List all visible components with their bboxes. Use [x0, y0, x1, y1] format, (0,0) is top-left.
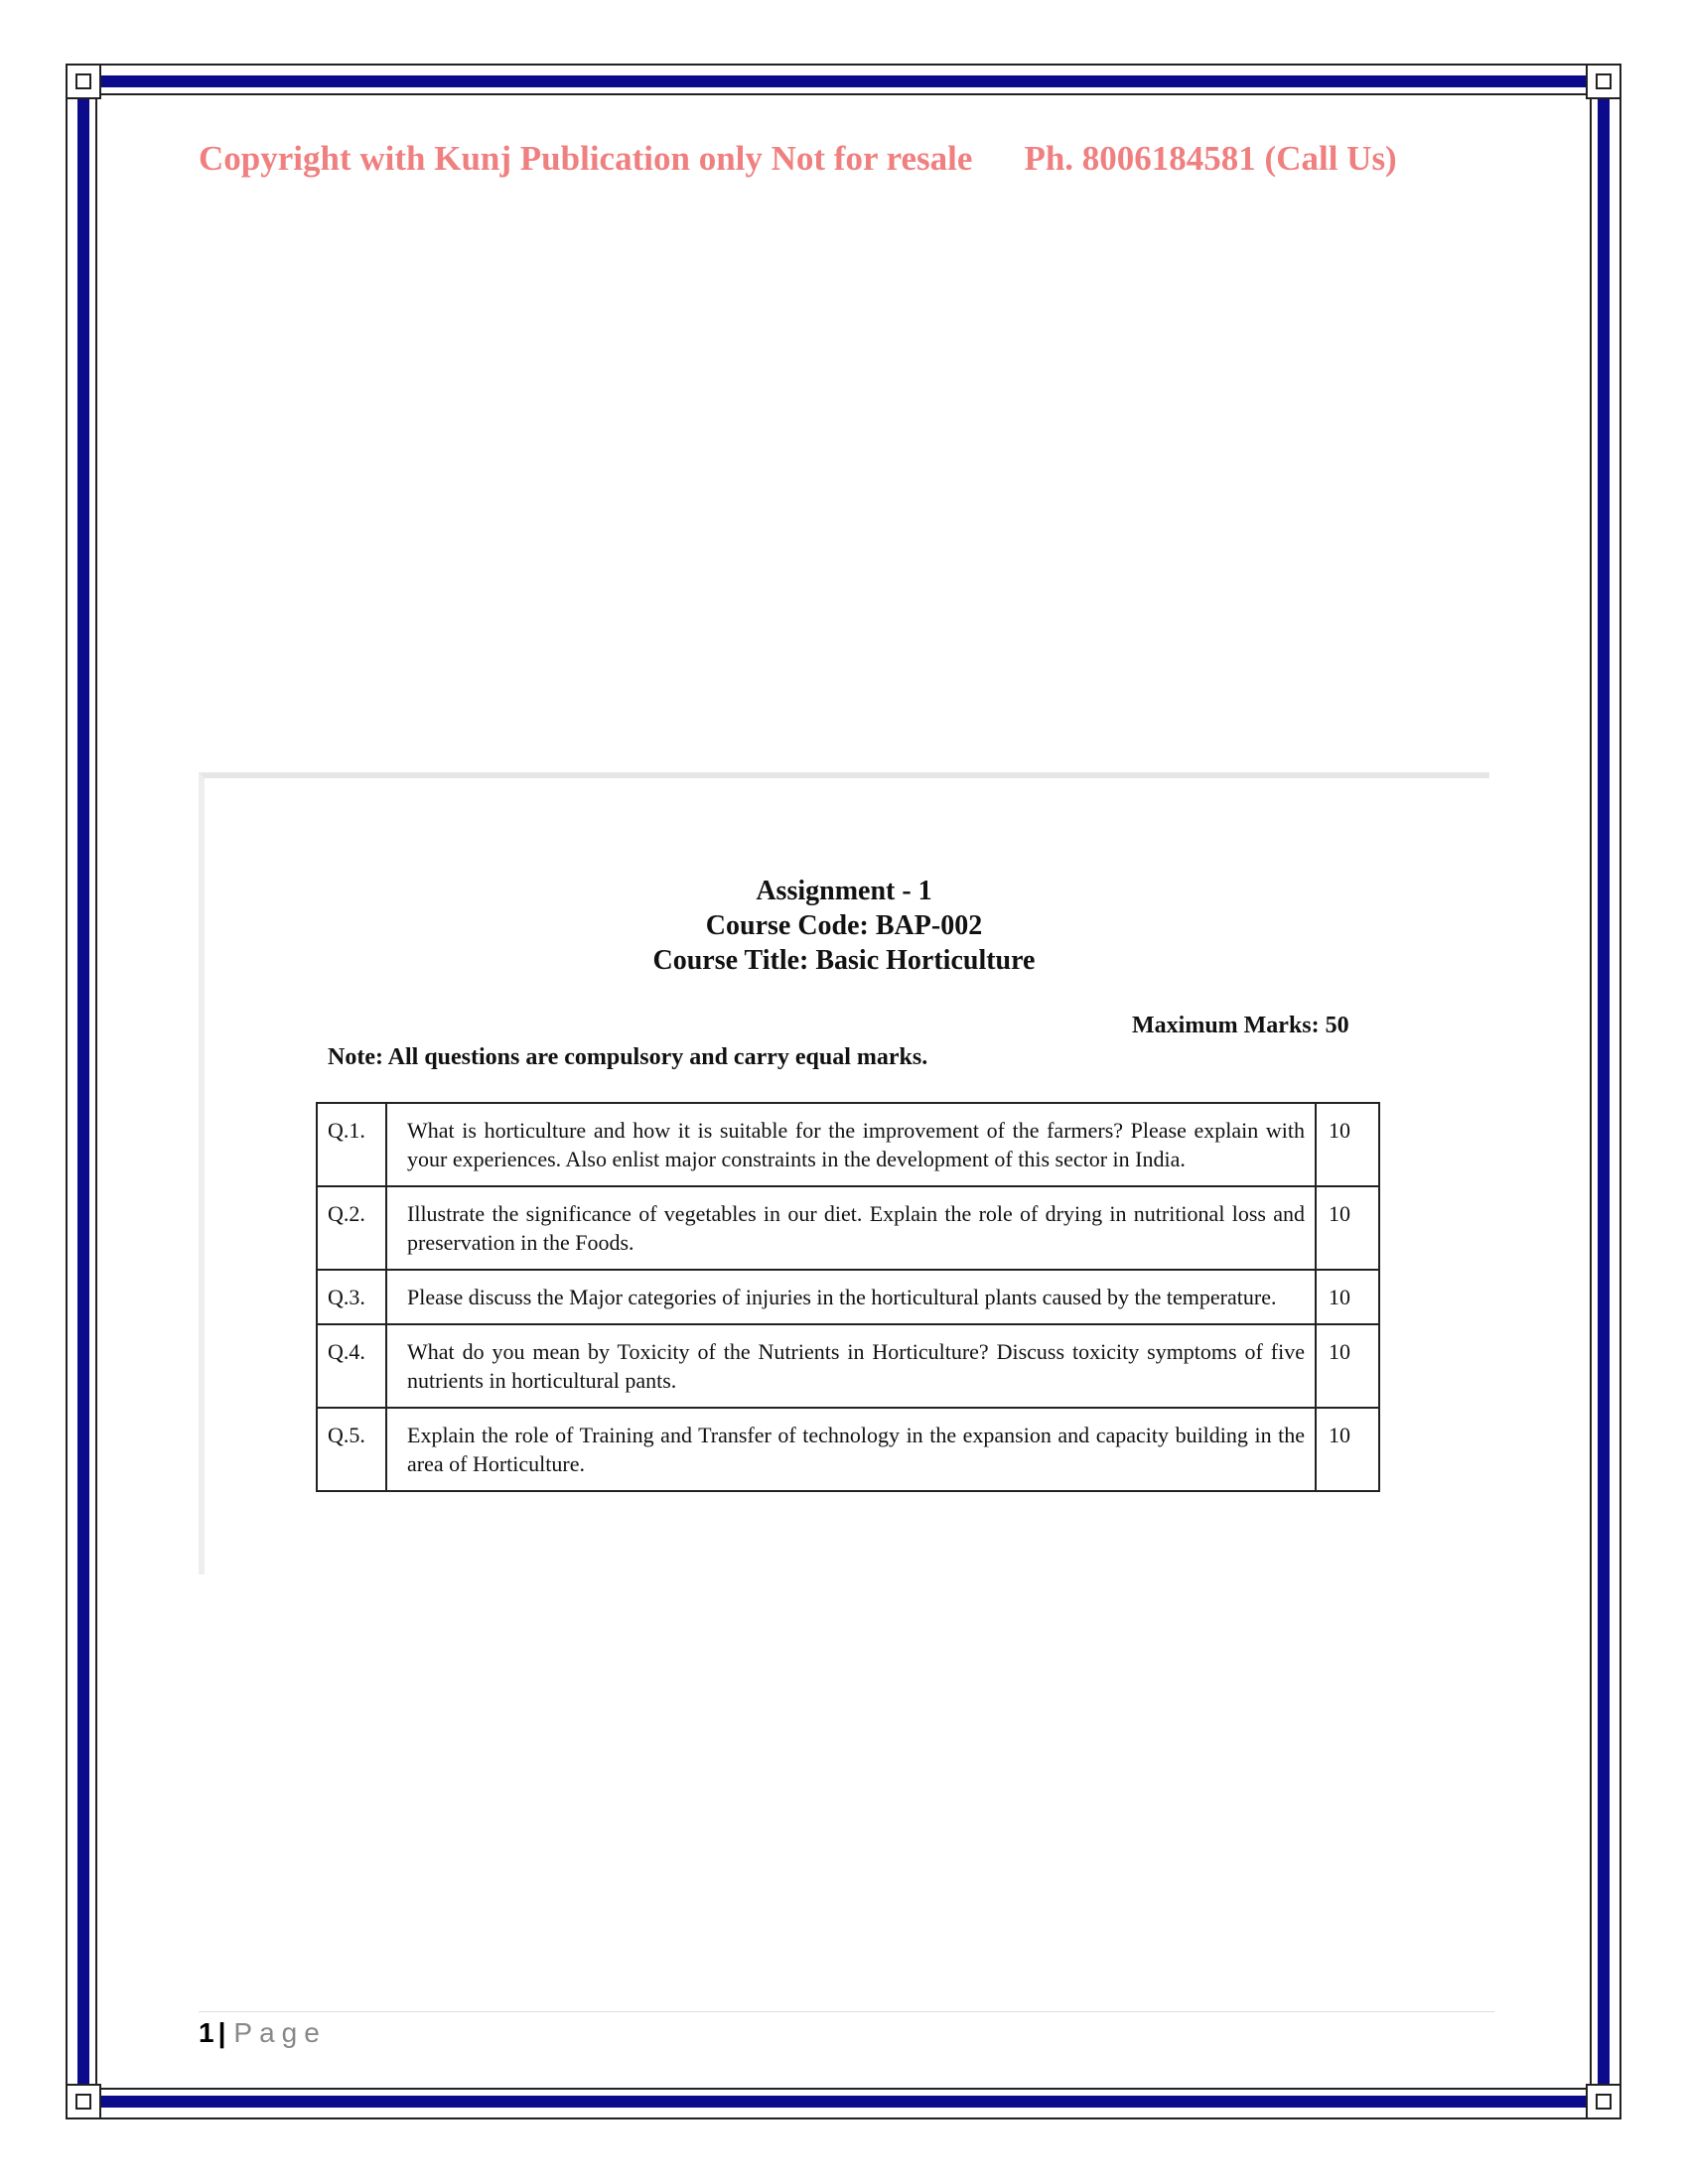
- questions-table: [316, 1102, 1380, 1492]
- course-code: Course Code: BAP-002: [705, 910, 983, 941]
- page-label: Page: [233, 2017, 327, 2048]
- question-row: [317, 1103, 1379, 1186]
- question-text: Illustrate the significance of vegetables in our diet. Explain the role of drying in nutritional loss and preservation in the Foods.: [386, 1186, 1316, 1270]
- assignment-title: Assignment - 1: [756, 876, 932, 906]
- phone-number: Ph. 8006184581 (Call Us): [1024, 139, 1397, 178]
- footer-divider: [199, 2011, 1494, 2012]
- question-number: Q.2.: [317, 1186, 386, 1270]
- question-text: Please discuss the Major categories of injuries in the horticultural plants caused by the temperature.: [386, 1270, 1316, 1324]
- course-title: Course Title: Basic Horticulture: [652, 945, 1036, 976]
- question-row: [317, 1186, 1379, 1270]
- border-corner-bottom-right: [1586, 2084, 1621, 2119]
- border-corner-top-right: [1586, 64, 1621, 99]
- assignment-note: Note: All questions are compulsory and carry equal marks.: [328, 1044, 928, 1070]
- question-marks: 10: [1316, 1324, 1379, 1408]
- page-separator: |: [217, 2017, 226, 2048]
- question-number: Q.4.: [317, 1324, 386, 1408]
- border-corner-bottom-left: [66, 2084, 101, 2119]
- question-text: What do you mean by Toxicity of the Nutrients in Horticulture? Discuss toxicity symptoms of five nutrients in horticultural pants.: [386, 1324, 1316, 1408]
- maximum-marks: Maximum Marks: 50: [1132, 1013, 1349, 1038]
- border-corner-top-left: [66, 64, 101, 99]
- copyright-text: Copyright with Kunj Publication only Not for resale: [199, 139, 973, 178]
- page-footer: [199, 2017, 327, 2049]
- question-text: Explain the role of Training and Transfer of technology in the expansion and capacity building in the area of Horticulture.: [386, 1408, 1316, 1491]
- assignment-titles: [0, 874, 1688, 978]
- question-text: What is horticulture and how it is suitable for the improvement of the farmers? Please explain with your experiences. Also enlist major constraints in the development of this sector in India.: [386, 1103, 1316, 1186]
- question-number: Q.1.: [317, 1103, 386, 1186]
- question-marks: 10: [1316, 1186, 1379, 1270]
- question-row: [317, 1408, 1379, 1491]
- copyright-header: [199, 139, 1489, 179]
- question-marks: 10: [1316, 1270, 1379, 1324]
- question-row: [317, 1270, 1379, 1324]
- question-row: [317, 1324, 1379, 1408]
- question-marks: 10: [1316, 1103, 1379, 1186]
- question-number: Q.5.: [317, 1408, 386, 1491]
- page-number: 1: [199, 2017, 214, 2048]
- question-marks: 10: [1316, 1408, 1379, 1491]
- question-number: Q.3.: [317, 1270, 386, 1324]
